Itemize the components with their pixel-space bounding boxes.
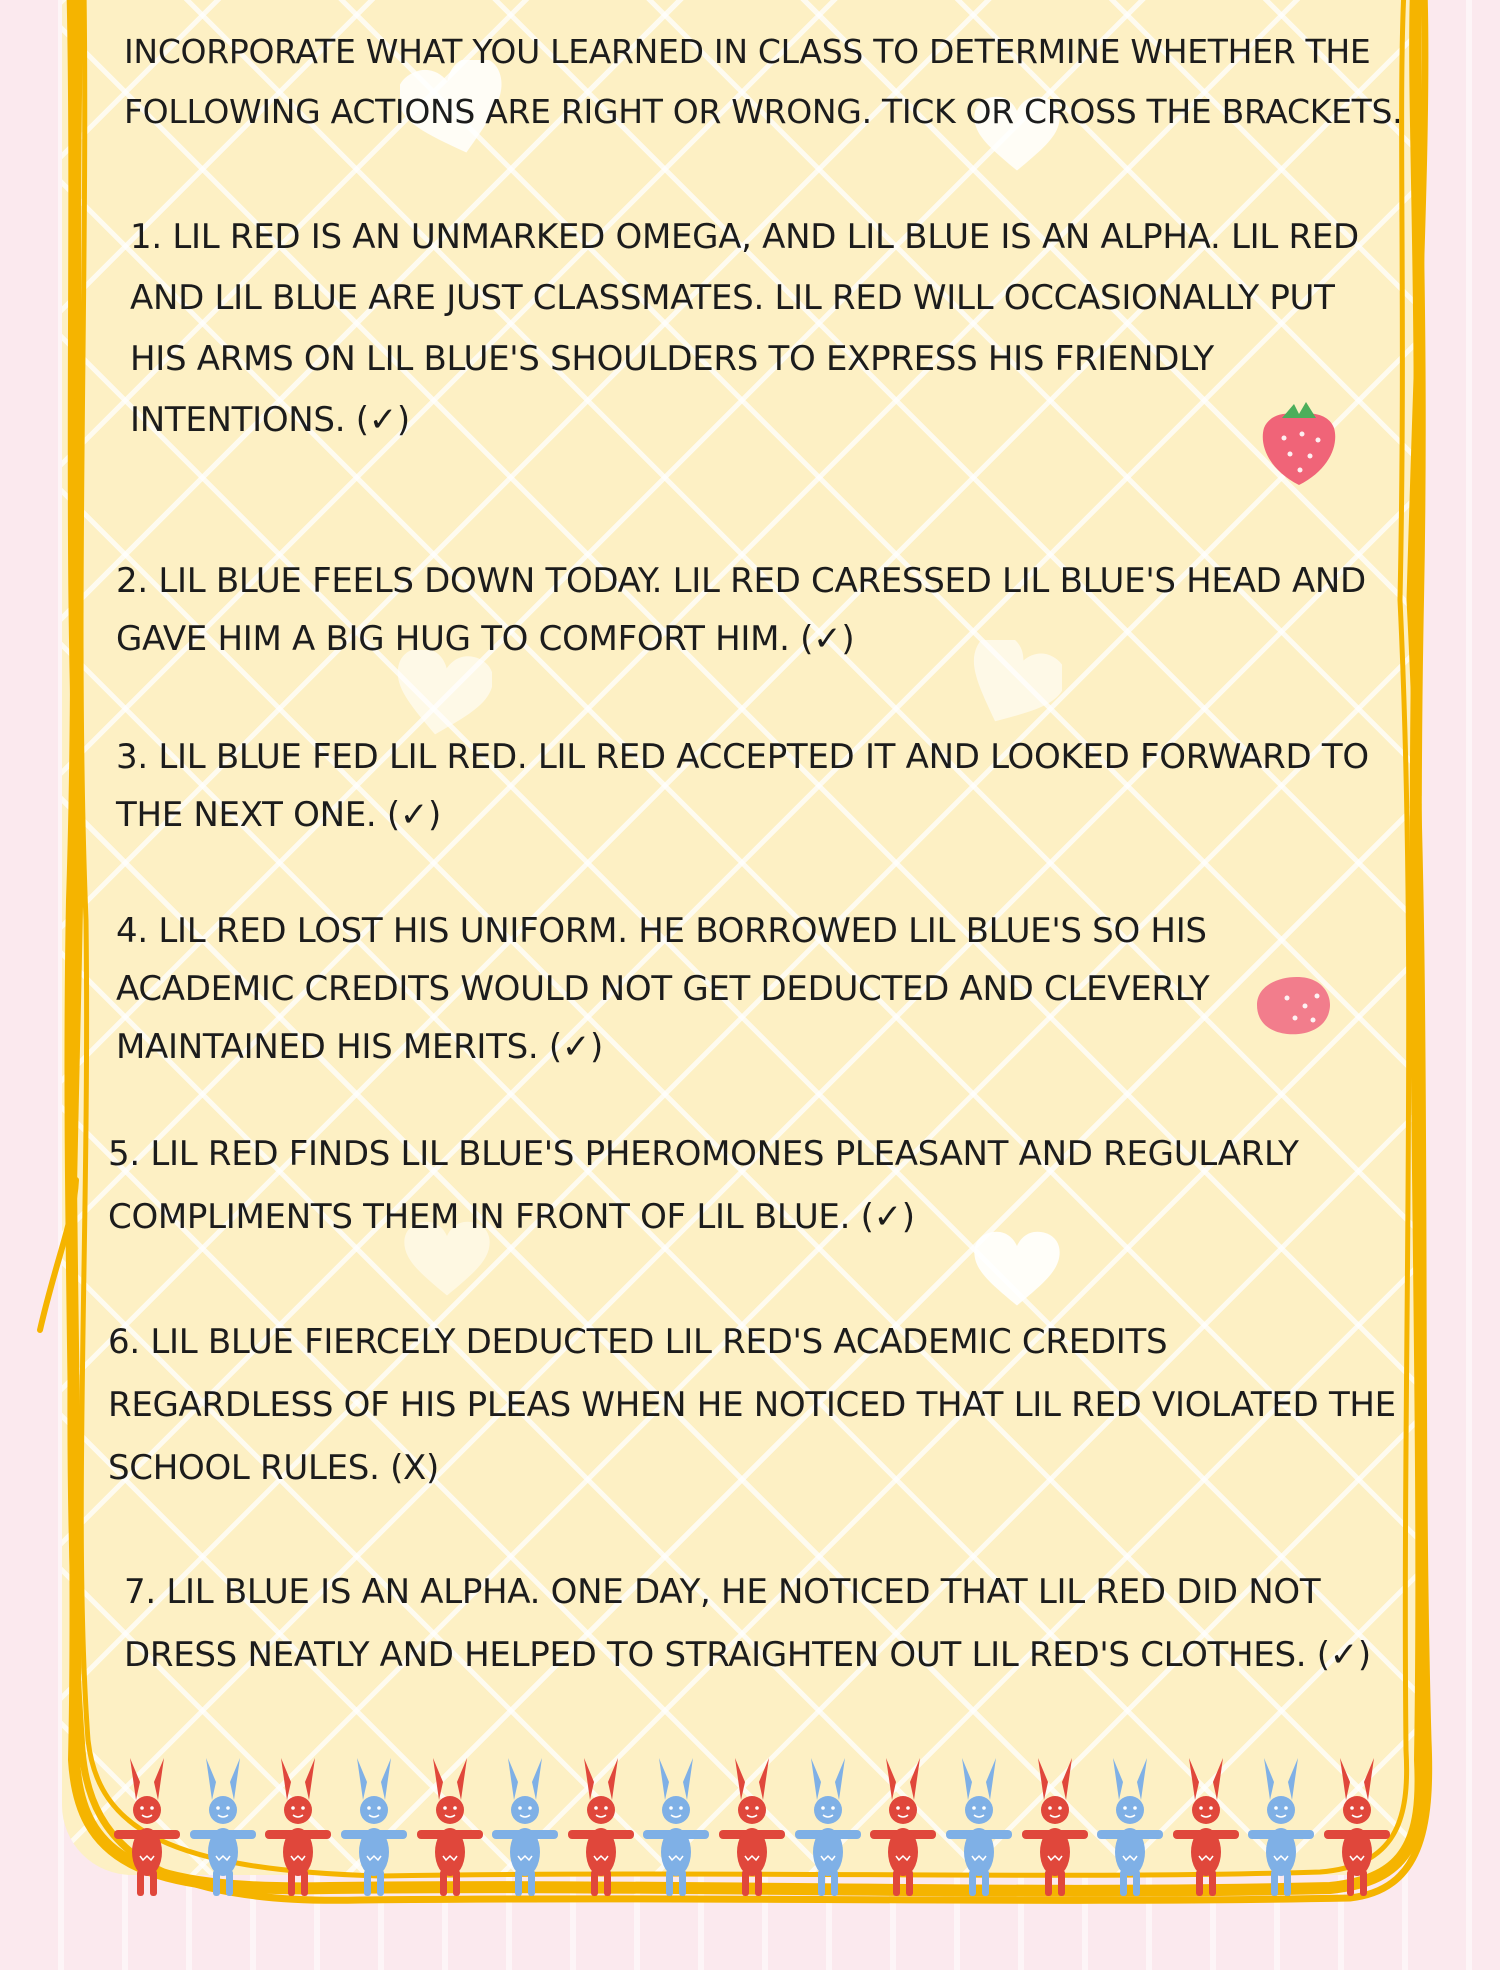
bunny-icon <box>490 1752 560 1902</box>
question-2: 2. LIL BLUE FEELS DOWN TODAY. LIL RED CARESSED LIL BLUE'S HEAD AND GAVE HIM A BIG HUG TO COMFORT HIM. (✓) <box>116 561 1366 659</box>
bunny-icon <box>1020 1752 1090 1902</box>
bunny-icon <box>641 1752 711 1902</box>
bunny-icon <box>944 1752 1014 1902</box>
bunny-icon <box>1171 1752 1241 1902</box>
instructions <box>124 22 1414 142</box>
question-4: 4. LIL RED LOST HIS UNIFORM. HE BORROWED LIL BLUE'S SO HIS ACADEMIC CREDITS WOULD NOT GET DEDUCTED AND CLEVERLY MAINTAINED HIS MERITS. (✓) <box>116 911 1210 1067</box>
bunny-icon <box>868 1752 938 1902</box>
bunny-icon <box>1095 1752 1165 1902</box>
bunny-icon <box>112 1752 182 1902</box>
bunny-icon <box>566 1752 636 1902</box>
bunny-icon <box>263 1752 333 1902</box>
bunny-icon <box>717 1752 787 1902</box>
instructions-line-2: FOLLOWING ACTIONS ARE RIGHT OR WRONG. TICK OR CROSS THE BRACKETS. <box>124 92 1403 131</box>
question-1: 1. LIL RED IS AN UNMARKED OMEGA, AND LIL BLUE IS AN ALPHA. LIL RED AND LIL BLUE ARE JUST CLASSMATES. LIL RED WILL OCCASIONALLY PUT HIS ARMS ON LIL BLUE'S SHOULDERS TO EXPRESS HIS FRIENDLY INTENTIONS. (✓) <box>130 217 1359 440</box>
question-6: 6. LIL BLUE FIERCELY DEDUCTED LIL RED'S ACADEMIC CREDITS REGARDLESS OF HIS PLEAS WHEN HE NOTICED THAT LIL RED VIOLATED THE SCHOOL RULES. (X) <box>108 1322 1396 1488</box>
question-5: 5. LIL RED FINDS LIL BLUE'S PHEROMONES PLEASANT AND REGULARLY COMPLIMENTS THEM IN FRONT OF LIL BLUE. (✓) <box>108 1134 1299 1237</box>
question-3: 3. LIL BLUE FED LIL RED. LIL RED ACCEPTED IT AND LOOKED FORWARD TO THE NEXT ONE. (✓) <box>116 737 1369 835</box>
bunny-icon <box>1246 1752 1316 1902</box>
bunny-border <box>112 1752 1392 1902</box>
bunny-icon <box>339 1752 409 1902</box>
bunny-icon <box>415 1752 485 1902</box>
bunny-icon <box>793 1752 863 1902</box>
bunny-icon <box>188 1752 258 1902</box>
question-7: 7. LIL BLUE IS AN ALPHA. ONE DAY, HE NOTICED THAT LIL RED DID NOT DRESS NEATLY AND HELPED TO STRAIGHTEN OUT LIL RED'S CLOTHES. (✓) <box>124 1572 1371 1675</box>
instructions-line-1: INCORPORATE WHAT YOU LEARNED IN CLASS TO DETERMINE WHETHER THE <box>124 32 1371 71</box>
bunny-icon <box>1322 1752 1392 1902</box>
